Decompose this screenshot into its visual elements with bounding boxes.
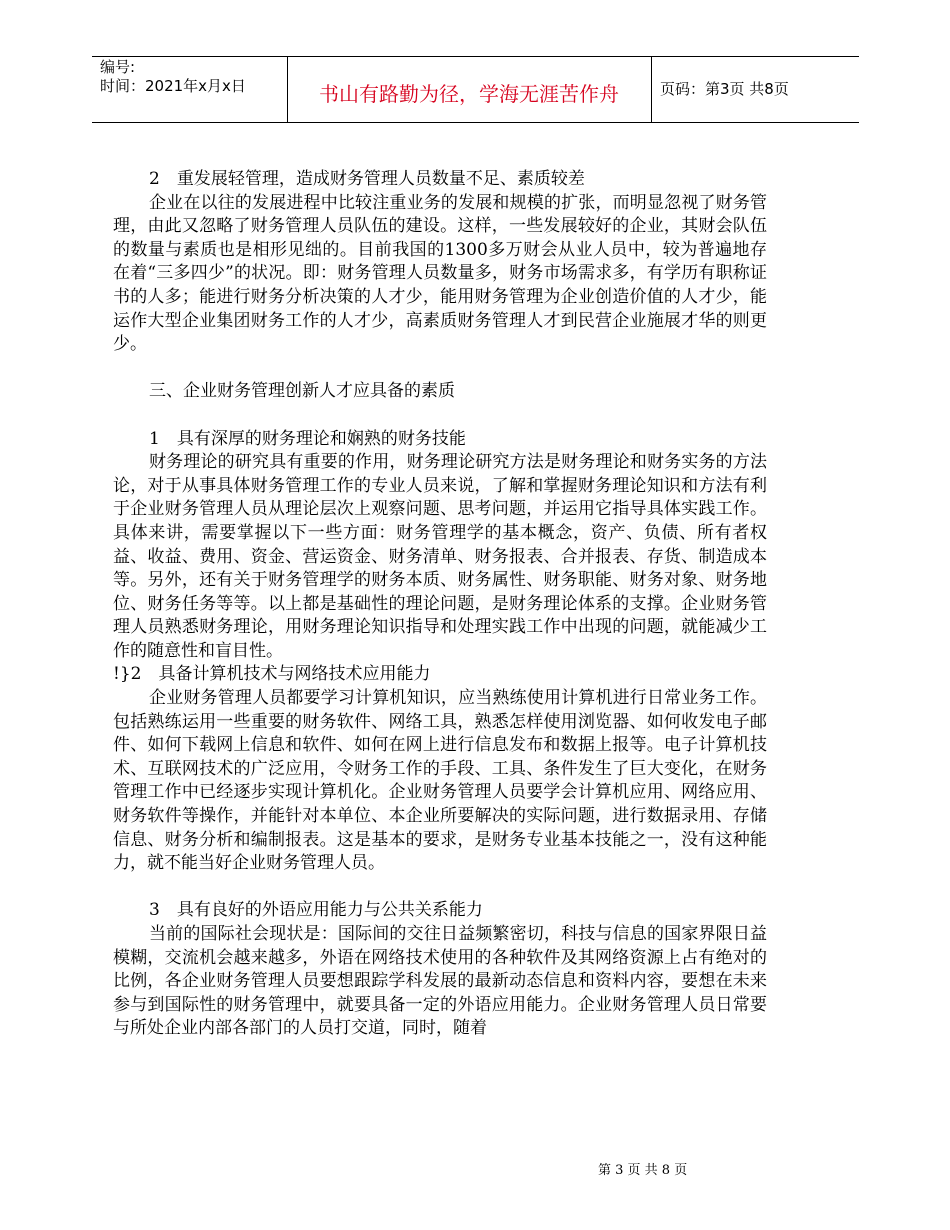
chapter-3-heading: 三、企业财务管理创新人才应具备的素质 (149, 381, 455, 402)
section-3-2-heading: !}2 具备计算机技术与网络技术应用能力 (113, 664, 431, 685)
time-label: 时间：2021年x月x日 (100, 77, 246, 95)
section-3-3-paragraph: 当前的国际社会现状是：国际间的交往日益频繁密切，科技与信息的国家界限日益模糊，交流机会越来越多，外语在网络技术使用的各种软件及其网络资源上占有绝对的比例，各企业财务管理人员要想跟踪学科发展的最新动态信息和资料内容，要想在未来参与到国际性的财务管理中，就要具备一定的外语应用能力。企业财务管理人员日常要与所处企业内部各部门的人员打交道，同时，随着 (113, 924, 767, 1039)
section-3-3-heading: 3 具有良好的外语应用能力与公共关系能力 (149, 900, 483, 921)
section-3-2-paragraph: 企业财务管理人员都要学习计算机知识，应当熟练使用计算机进行日常业务工作。包括熟练运用一些重要的财务软件、网络工具，熟悉怎样使用浏览器、如何收发电子邮件、如何下载网上信息和软件、如何在网上进行信息发布和数据上报等。电子计算机技术、互联网技术的广泛应用，令财务工作的手段、工具、条件发生了巨大变化，在财务管理工作中已经逐步实现计算机化。企业财务管理人员要学会计算机应用、网络应用、财务软件等操作，并能针对本单位、本企业所要解决的实际问题，进行数据录用、存储信息、财务分析和编制报表。这是基本的要求，是财务专业基本技能之一，没有这种能力，就不能当好企业财务管理人员。 (113, 688, 767, 874)
footer-page-number: 第 3 页 共 8 页 (598, 1163, 688, 1178)
header-top-rule (92, 56, 859, 57)
header-motto: 书山有路勤为径，学海无涯苦作舟 (319, 82, 619, 106)
serial-label: 编号: (100, 58, 136, 76)
header-divider-right (651, 56, 652, 122)
section-3-1-heading: 1 具有深厚的财务理论和娴熟的财务技能 (149, 428, 466, 449)
section-3-1-paragraph: 财务理论的研究具有重要的作用，财务理论研究方法是财务理论和财务实务的方法论，对于从事具体财务管理工作的专业人员来说，了解和掌握财务理论知识和方法有利于企业财务管理人员从理论层次上观察问题、思考问题，并运用它指导具体实践工作。具体来讲，需要掌握以下一些方面：财务管理学的基本概念，资产、负债、所有者权益、收益、费用、资金、营运资金、财务清单、财务报表、合并报表、存货、制造成本等。另外，还有关于财务管理学的财务本质、财务属性、财务职能、财务对象、财务地位、财务任务等等。以上都是基础性的理论问题，是财务理论体系的支撑。企业财务管理人员熟悉财务理论，用财务理论知识指导和处理实践工作中出现的问题，就能减少工作的随意性和盲目性。 (113, 452, 767, 661)
header-bottom-rule (92, 122, 859, 123)
section-2-heading: 2 重发展轻管理，造成财务管理人员数量不足、素质较差 (149, 169, 585, 189)
header-page-number: 页码：第3页 共8页 (660, 80, 789, 98)
section-2-paragraph: 企业在以往的发展进程中比较注重业务的发展和规模的扩张，而明显忽视了财务管理，由此又忽略了财务管理人员队伍的建设。这样，一些发展较好的企业，其财会队伍的数量与素质也是相形见绌的。目前我国的1300多万财会从业人员中，较为普遍地存在着“三多四少”的状况。即：财务管理人员数量多，财务市场需求多，有学历有职称证书的人多；能进行财务分析决策的人才少，能用财务管理为企业创造价值的人才少，能运作大型企业集团财务工作的人才少，高素质财务管理人才到民营企业施展才华的则更少。 (113, 192, 767, 355)
document-body (113, 168, 767, 1041)
header-meta (100, 58, 246, 96)
